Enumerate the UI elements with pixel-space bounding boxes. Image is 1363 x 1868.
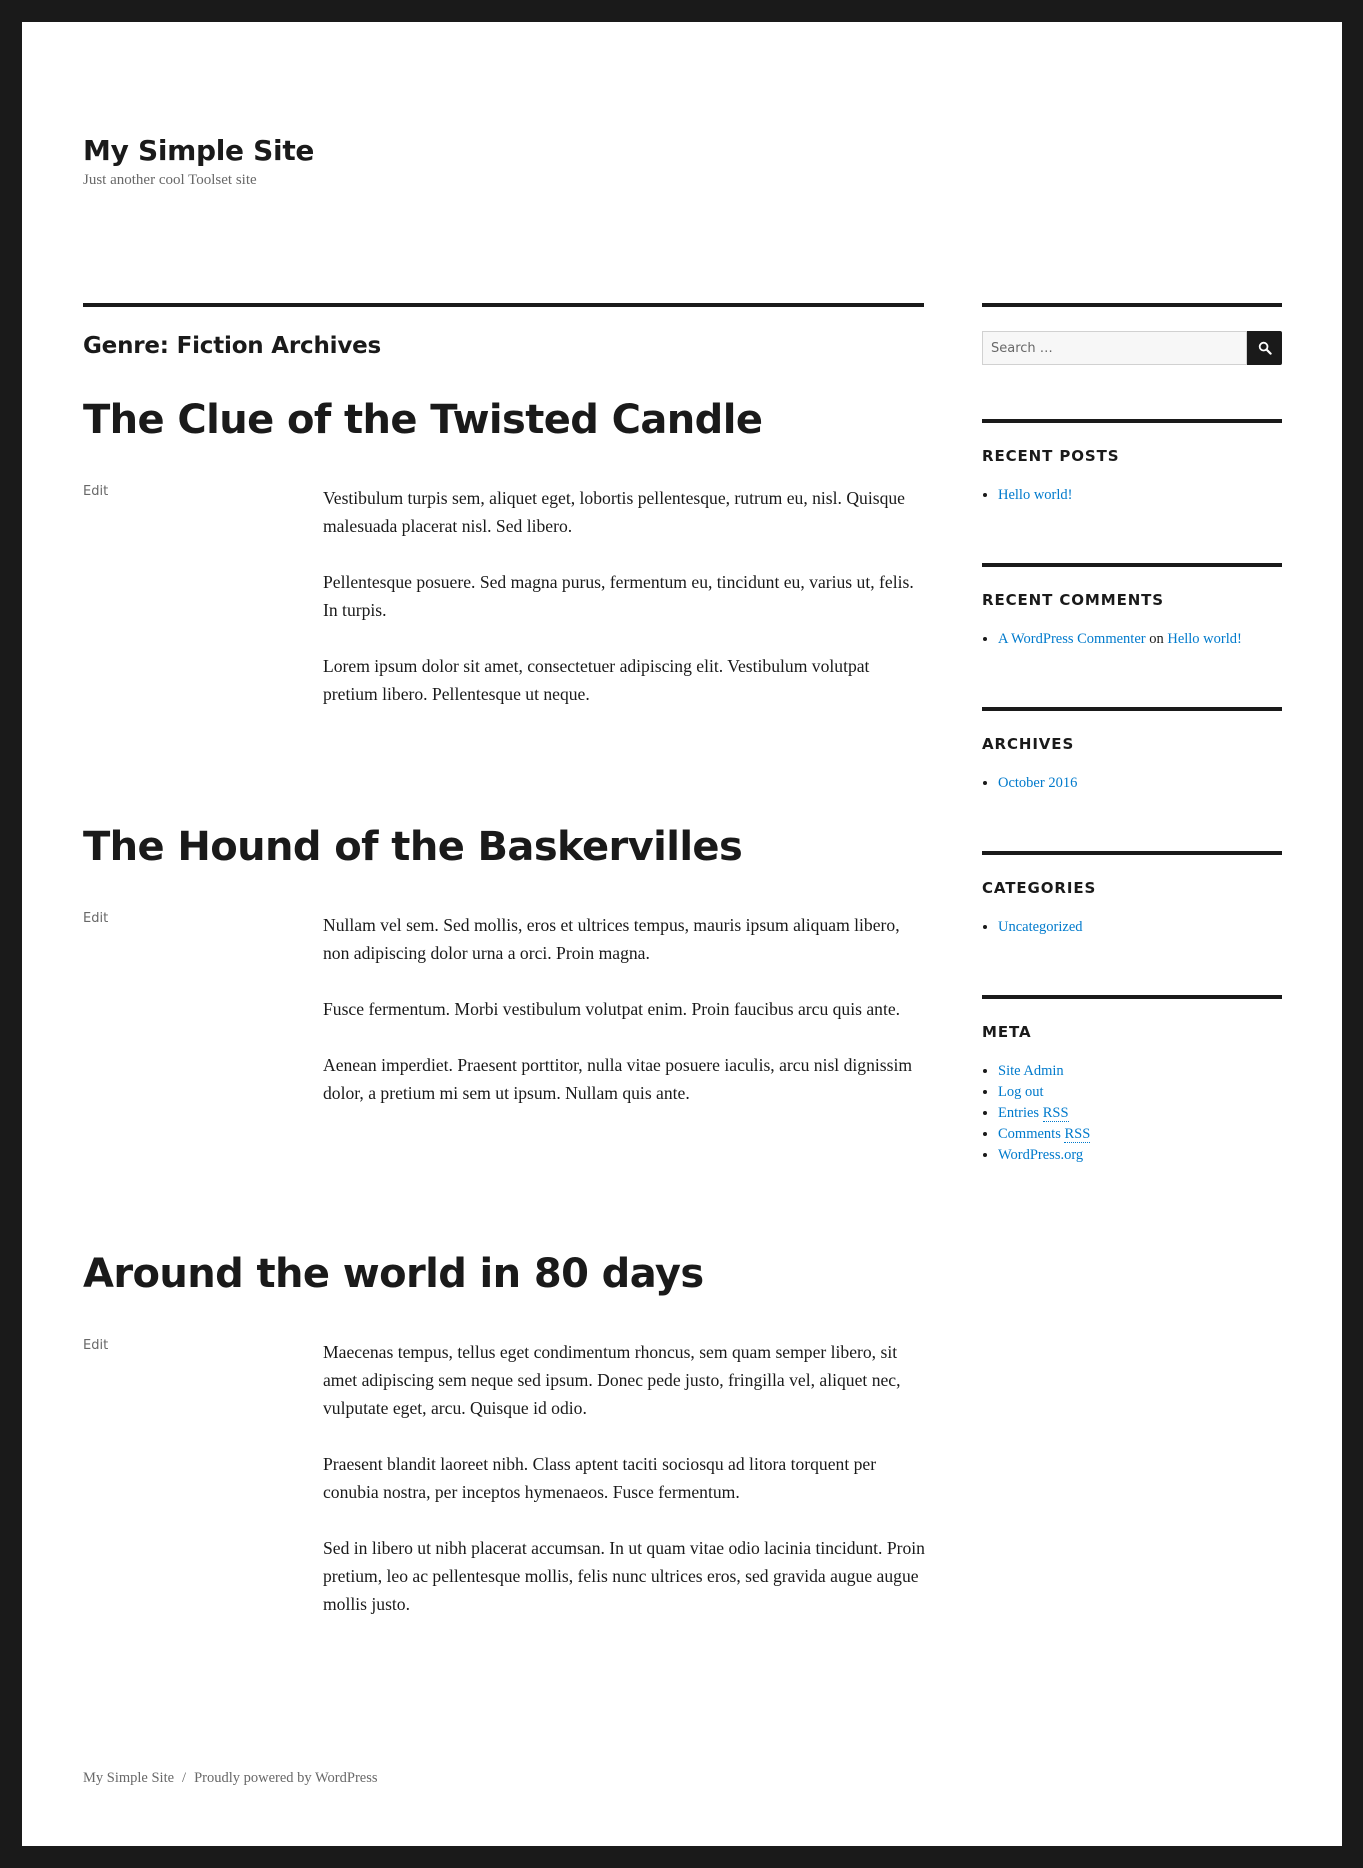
archives-widget	[982, 707, 1282, 794]
widget-title: ARCHIVES	[982, 735, 1075, 753]
post-title[interactable]: The Clue of the Twisted Candle	[83, 397, 763, 443]
post-content	[323, 911, 926, 1135]
comment-author-link[interactable]: A WordPress Commenter	[998, 631, 1146, 647]
list-item	[998, 1145, 1282, 1166]
post-title[interactable]: The Hound of the Baskervilles	[83, 824, 743, 870]
archive-header	[83, 303, 924, 393]
list-item	[998, 1061, 1282, 1082]
post-paragraph: Fusce fermentum. Morbi vestibulum volutpat enim. Proin faucibus arcu quis ante.	[323, 999, 901, 1019]
widget-title: RECENT POSTS	[982, 447, 1120, 465]
search-button[interactable]	[1247, 331, 1282, 365]
categories-widget	[982, 851, 1282, 938]
list-item	[998, 917, 1282, 938]
post	[83, 397, 924, 704]
edit-link[interactable]: Edit	[83, 1338, 109, 1353]
recent-posts-list	[982, 485, 1282, 506]
edit-link[interactable]: Edit	[83, 911, 109, 926]
post-paragraph: Pellentesque posuere. Sed magna purus, fermentum eu, tincidunt eu, varius ut, felis. In turpis.	[323, 572, 914, 620]
log-out-link[interactable]: Log out	[998, 1084, 1044, 1100]
post-paragraph: Praesent blandit laoreet nibh. Class aptent taciti sociosqu ad litora torquent per conubia nostra, per inceptos hymenaeos. Fusce fermentum.	[323, 1454, 877, 1502]
entries-rss-link[interactable]	[998, 1105, 1069, 1122]
list-item	[998, 773, 1282, 794]
main-content	[83, 303, 925, 1614]
post-paragraph: Lorem ipsum dolor sit amet, consectetuer adipiscing elit. Vestibulum volutpat pretium libero. Pellentesque ut neque.	[323, 656, 870, 704]
footer-separator: /	[182, 1770, 187, 1786]
post	[83, 1251, 925, 1614]
post-paragraph: Sed in libero ut nibh placerat accumsan. In ut quam vitae odio lacinia tincidunt. Proin pretium, leo ac pellentesque mollis, felis nunc ultrices eros, sed gravida augue augue mollis justo.	[323, 1538, 925, 1614]
wordpress-org-link[interactable]: WordPress.org	[998, 1147, 1084, 1163]
comment-post-link[interactable]: Hello world!	[1167, 631, 1242, 647]
rss-abbr: RSS	[1042, 1105, 1069, 1121]
post-paragraph: Maecenas tempus, tellus eget condimentum rhoncus, sem quam semper libero, sit amet adipiscing sem neque sed ipsum. Donec pede justo, fringilla vel, aliquet nec, vulputate eget, arcu. Quisque id odio.	[323, 1342, 901, 1418]
comments-label: Comments	[998, 1126, 1061, 1142]
recent-posts-widget	[982, 419, 1282, 506]
post-paragraph: Vestibulum turpis sem, aliquet eget, lobortis pellentesque, rutrum eu, nisl. Quisque malesuada placerat nisl. Sed libero.	[323, 488, 905, 536]
comment-connector: on	[1149, 631, 1164, 647]
footer-site-link[interactable]: My Simple Site	[83, 1770, 175, 1786]
site-footer	[83, 1770, 378, 1787]
post-content	[323, 484, 926, 736]
post-content	[323, 1338, 926, 1646]
archives-list	[982, 773, 1282, 794]
search-widget	[982, 303, 1282, 369]
search-form	[982, 331, 1282, 365]
list-item	[998, 1124, 1282, 1145]
site-description: Just another cool Toolset site	[83, 172, 257, 188]
list-item	[998, 1082, 1282, 1103]
recent-comments-widget	[982, 563, 1282, 650]
widget-title: RECENT COMMENTS	[982, 591, 1165, 609]
recent-comments-list	[982, 629, 1282, 650]
site-admin-link[interactable]: Site Admin	[998, 1063, 1064, 1079]
site-title[interactable]	[83, 134, 314, 167]
archive-title: Genre: Fiction Archives	[83, 333, 382, 359]
meta-list	[982, 1061, 1282, 1166]
list-item	[998, 629, 1282, 650]
meta-widget	[982, 995, 1282, 1166]
comments-rss-link[interactable]	[998, 1126, 1090, 1143]
powered-by-link[interactable]: Proudly powered by WordPress	[194, 1770, 378, 1786]
post	[83, 824, 924, 1103]
widget-title: META	[982, 1023, 1032, 1041]
search-icon	[1258, 341, 1272, 355]
recent-post-link[interactable]: Hello world!	[998, 487, 1073, 503]
list-item	[998, 1103, 1282, 1124]
category-link[interactable]: Uncategorized	[998, 919, 1083, 935]
widget-title: CATEGORIES	[982, 879, 1097, 897]
post-footer	[83, 911, 108, 926]
rss-abbr: RSS	[1064, 1126, 1091, 1142]
categories-list	[982, 917, 1282, 938]
search-input[interactable]	[982, 331, 1247, 365]
post-footer	[83, 1338, 108, 1353]
post-title[interactable]: Around the world in 80 days	[83, 1251, 704, 1297]
list-item	[998, 485, 1282, 506]
page	[22, 22, 1342, 1846]
post-paragraph: Nullam vel sem. Sed mollis, eros et ultrices tempus, mauris ipsum aliquam libero, non adipiscing dolor urna a orci. Proin magna.	[323, 915, 900, 963]
entries-label: Entries	[998, 1105, 1040, 1121]
archive-link[interactable]: October 2016	[998, 775, 1078, 791]
post-paragraph: Aenean imperdiet. Praesent porttitor, nulla vitae posuere iaculis, arcu nisl dignissim dolor, a pretium mi sem ut ipsum. Nullam quis ante.	[323, 1055, 913, 1103]
site-title-link[interactable]: My Simple Site	[83, 134, 315, 167]
edit-link[interactable]: Edit	[83, 484, 109, 499]
post-footer	[83, 484, 108, 499]
